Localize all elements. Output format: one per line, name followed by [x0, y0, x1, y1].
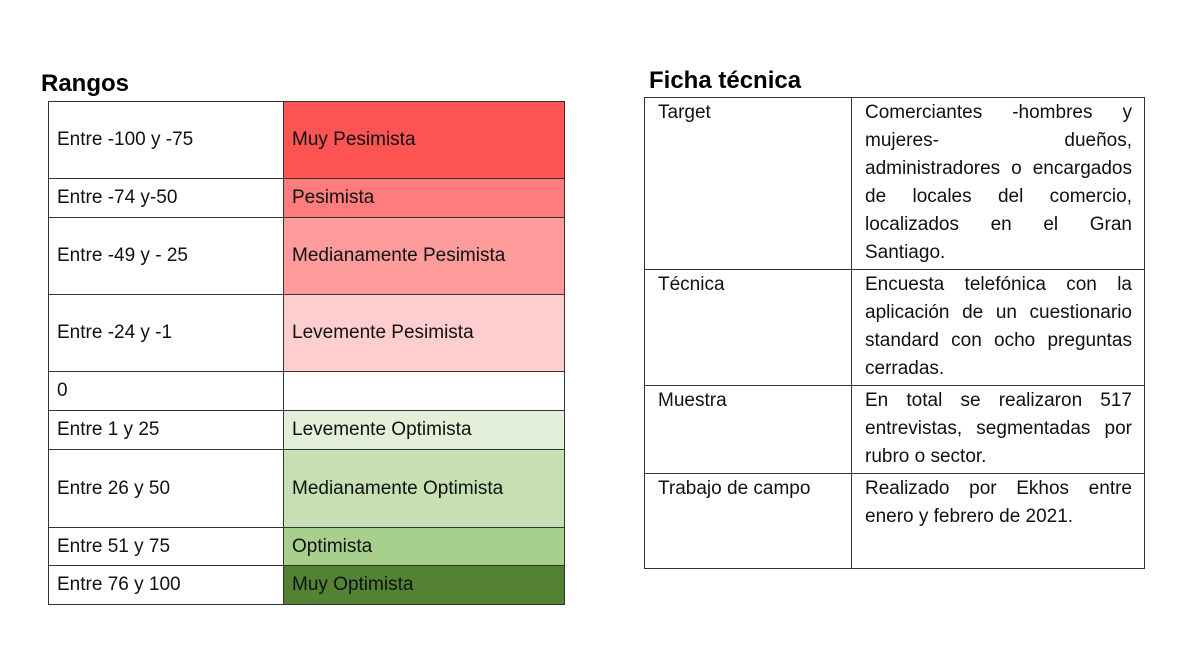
ficha-tecnica-table: [644, 97, 1145, 569]
ficha-value: Realizado por Ekhos entre enero y febrero de 2021.: [852, 474, 1145, 569]
ficha-tecnica-title: Ficha técnica: [649, 67, 802, 94]
ficha-value: Encuesta telefónica con la aplicación de un cuestionario standard con ocho preguntas cerradas.: [852, 270, 1145, 386]
rangos-title: Rangos: [41, 70, 130, 97]
rango-label: Pesimista: [284, 179, 565, 218]
ficha-key: Trabajo de campo: [645, 474, 852, 569]
rango-range: Entre 76 y 100: [49, 566, 284, 605]
rango-label: Muy Pesimista: [284, 102, 565, 179]
rango-row: [49, 450, 565, 528]
rango-label: Levemente Pesimista: [284, 295, 565, 372]
rango-range: 0: [49, 372, 284, 411]
rango-range: Entre 1 y 25: [49, 411, 284, 450]
rango-row: [49, 528, 565, 566]
ficha-value: En total se realizaron 517 entrevistas, segmentadas por rubro o sector.: [852, 386, 1145, 474]
ficha-key: Muestra: [645, 386, 852, 474]
ficha-row: [645, 386, 1145, 474]
ficha-key: Target: [645, 98, 852, 270]
rango-row: [49, 295, 565, 372]
ficha-key: Técnica: [645, 270, 852, 386]
rango-row: [49, 372, 565, 411]
rango-label: Medianamente Pesimista: [284, 218, 565, 295]
ficha-value: Comerciantes -hombres y mujeres- dueños, administradores o encargados de locales del comercio, localizados en el Gran Santiago.: [852, 98, 1145, 270]
rango-label: [284, 372, 565, 411]
rango-row: [49, 102, 565, 179]
rango-range: Entre -24 y -1: [49, 295, 284, 372]
ficha-row: [645, 98, 1145, 270]
rango-range: Entre -49 y - 25: [49, 218, 284, 295]
rangos-table: [48, 101, 565, 605]
rango-range: Entre 51 y 75: [49, 528, 284, 566]
rango-label: Muy Optimista: [284, 566, 565, 605]
rango-row: [49, 218, 565, 295]
rango-label: Optimista: [284, 528, 565, 566]
rango-row: [49, 566, 565, 605]
rango-row: [49, 179, 565, 218]
rango-range: Entre 26 y 50: [49, 450, 284, 528]
ficha-row: [645, 270, 1145, 386]
rango-label: Medianamente Optimista: [284, 450, 565, 528]
ficha-row: [645, 474, 1145, 569]
rango-range: Entre -74 y-50: [49, 179, 284, 218]
rango-label: Levemente Optimista: [284, 411, 565, 450]
rango-row: [49, 411, 565, 450]
rango-range: Entre -100 y -75: [49, 102, 284, 179]
